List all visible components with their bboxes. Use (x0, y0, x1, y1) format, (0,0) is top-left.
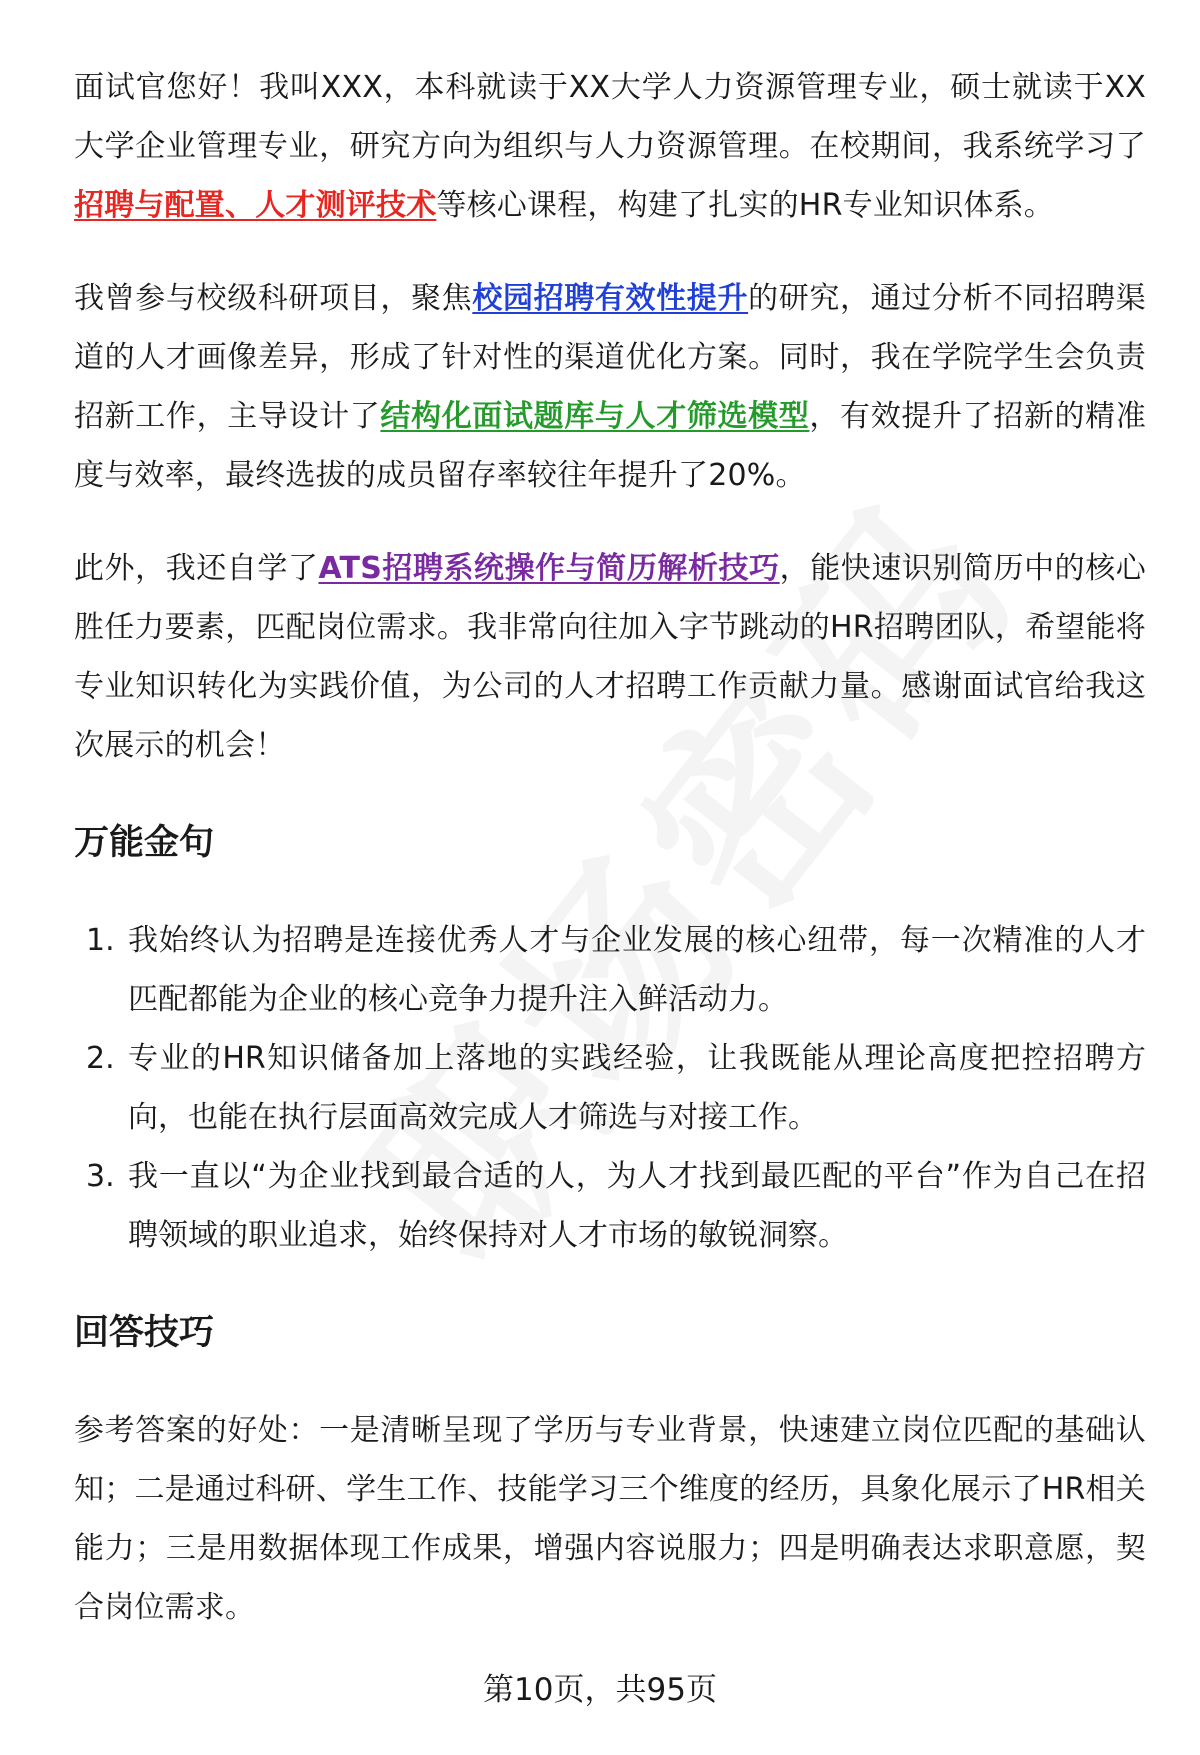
answer-tips-paragraph: 参考答案的好处：一是清晰呈现了学历与专业背景，快速建立岗位匹配的基础认知；二是通过科研、学生工作、技能学习三个维度的经历，具象化展示了HR相关能力；三是用数据体现工作成果，增强内容说服力；四是明确表达求职意愿，契合岗位需求。 (74, 1413, 1146, 1625)
document-page (74, 58, 1146, 1671)
list-text: 我一直以“为企业找到最合适的人，为人才找到最匹配的平台”作为自己在招聘领域的职业追求，始终保持对人才市场的敏锐洞察。 (128, 1159, 1146, 1253)
intro-paragraph-1 (74, 58, 1146, 235)
highlight-courses: 招聘与配置、人才测评技术 (74, 188, 437, 223)
section-heading-answer-tips: 回答技巧 (74, 1313, 215, 1353)
highlight-ats-skills: ATS招聘系统操作与简历解析技巧 (318, 551, 780, 586)
list-number: 1. (86, 923, 115, 958)
list-text: 专业的HR知识储备加上落地的实践经验，让我既能从理论高度把控招聘方向，也能在执行层面高效完成人才筛选与对接工作。 (128, 1041, 1146, 1135)
section-heading-golden-sentences: 万能金句 (74, 823, 215, 863)
highlight-research: 校园招聘有效性提升 (472, 281, 749, 316)
list-number: 2. (86, 1041, 115, 1076)
intro-text: 的研究，通过分析不同招聘渠道的人才画像差异，形成了针对性的渠道优化方案。同时，我在学院学生会负责招新工作，主导设计了 (74, 281, 1146, 434)
intro-paragraph-2 (74, 269, 1146, 505)
intro-text: ，有效提升了招新的精准度与效率，最终选拔的成员留存率较往年提升了20%。 (74, 399, 1147, 493)
list-item (74, 1029, 1146, 1147)
intro-text: 此外，我还自学了 (74, 551, 319, 586)
page-number: 第10页，共95页 (483, 1672, 717, 1708)
golden-sentences-list (74, 911, 1146, 1265)
intro-text: 我曾参与校级科研项目，聚焦 (74, 281, 473, 316)
list-number: 3. (86, 1159, 115, 1194)
list-item (74, 911, 1146, 1029)
list-item (74, 1147, 1146, 1265)
intro-text: 等核心课程，构建了扎实的HR专业知识体系。 (436, 188, 1055, 223)
highlight-interview-model: 结构化面试题库与人才筛选模型 (380, 399, 810, 434)
intro-text: ，能快速识别简历中的核心胜任力要素，匹配岗位需求。我非常向往加入字节跳动的HR招聘团队，希望能将专业知识转化为实践价值，为公司的人才招聘工作贡献力量。感谢面试官给我这次展示的机会！ (74, 551, 1146, 763)
intro-paragraph-3 (74, 539, 1146, 775)
list-text: 我始终认为招聘是连接优秀人才与企业发展的核心纽带，每一次精准的人才匹配都能为企业的核心竞争力提升注入鲜活动力。 (128, 923, 1146, 1017)
intro-text: 面试官您好！我叫XXX，本科就读于XX大学人力资源管理专业，硕士就读于XX大学企业管理专业，研究方向为组织与人力资源管理。在校期间，我系统学习了 (74, 70, 1146, 164)
